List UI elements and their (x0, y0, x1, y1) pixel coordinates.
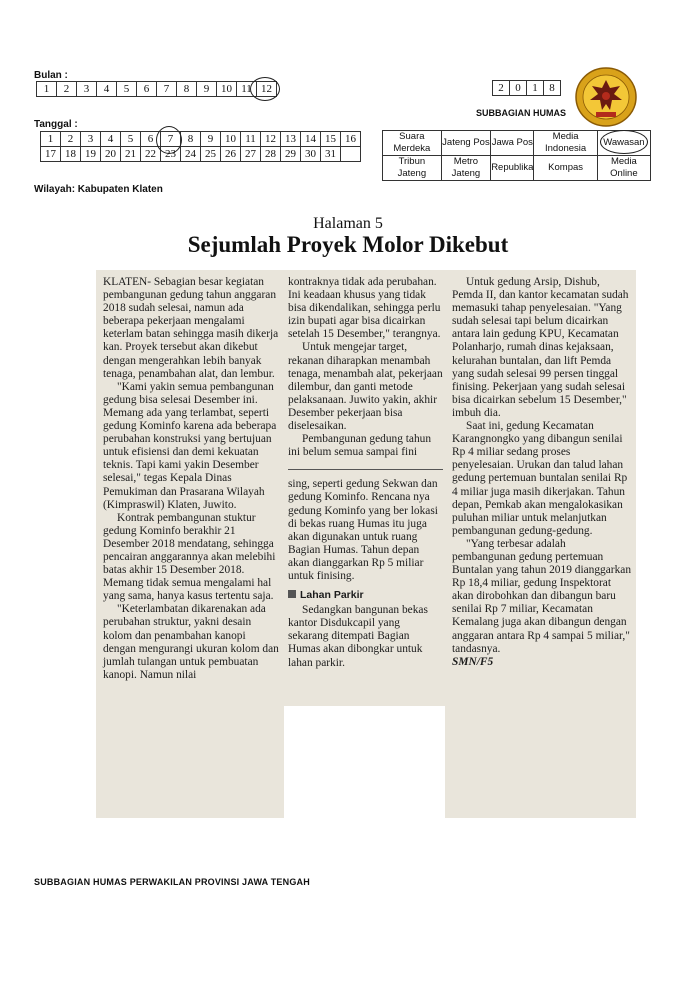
grid-cell: 12 (261, 132, 281, 147)
grid-cell: 19 (81, 147, 101, 162)
grid-cell: 27 (241, 147, 261, 162)
grid-cell: 6 (137, 82, 157, 97)
subheading-text: Lahan Parkir (300, 589, 364, 602)
tanggal-label: Tanggal : (34, 119, 78, 130)
paragraph: Pembangunan gedung tahun ini belum semua sampai fini (288, 433, 432, 459)
media-cell: Metro Jateng (441, 156, 490, 181)
grid-cell: 6 (141, 132, 161, 147)
media-cell: Kompas (534, 156, 597, 181)
bulan-label: Bulan : (34, 70, 68, 81)
paragraph: KLATEN- Sebagian besar kegiatan pembangunan gedung tahun anggaran 2018 sudah selesai, namun ada beberapa pekerjaan mengalami keterlam batan sehingga masih dikerja kan. Proyek tersebut akan dikebut dengan mengerahkan lebih banyak tenaga, penambahan alat, dan lembur. (103, 276, 279, 380)
grid-cell: 8 (181, 132, 201, 147)
department-label: SUBBAGIAN HUMAS (476, 108, 566, 118)
grid-cell: 2 (57, 82, 77, 97)
grid-cell: 28 (261, 147, 281, 162)
page-number: Halaman 5 (313, 215, 383, 232)
selection-circle (600, 130, 648, 154)
paragraph: kontraknya tidak ada perubahan. Ini keadaan khusus yang tidak bisa dikendalikan, sehingga perlu izin bupati agar bisa dicairkan setelah 15 Desember," terangnya. (288, 276, 441, 341)
media-cell: Wawasan (597, 131, 650, 156)
paragraph: Untuk gedung Arsip, Dishub, Pemda II, dan kantor kecamatan sudah memasuki tahap penyelesaian. "Yang sudah selesai tapi belum dicairkan antara lain gedung KPU, Kecamatan Polanharjo, rumah dinas kejaksaan, kelurahan buntalan, dan lift Pemda yang sudah selesai 99 persen tinggal finising. Pekerjaan yang sudah selesai bisa dicairkan sebelum 15 Desember," imbuh dia. (452, 276, 629, 419)
footer-text: SUBBAGIAN HUMAS PERWAKILAN PROVINSI JAWA TENGAH (34, 877, 310, 887)
grid-cell: 2 (61, 132, 81, 147)
media-table (382, 130, 651, 181)
grid-cell: 24 (181, 147, 201, 162)
paragraph: sing, seperti gedung Sekwan dan gedung Kominfo. Rencana nya gedung Kominfo yang ber lokasi di bekas ruang Humas itu juga akan digunakan untuk ruang Bagian Humas. Tahun depan akan dianggarkan Rp 5 miliar untuk finising. (288, 478, 438, 582)
grid-cell: 17 (41, 147, 61, 162)
paragraph: "Keterlambatan dikarenakan ada perubahan struktur, yakni desain kolom dan penambahan kanopi dengan mengurangi ukuran kolom dan jumlah tulangan untuk pembuatan kanopi. Namun nilai (103, 603, 279, 681)
year-grid (492, 80, 561, 96)
grid-cell: 8 (177, 82, 197, 97)
grid-cell: 15 (321, 132, 341, 147)
grid-cell: 22 (141, 147, 161, 162)
article-column-2 (288, 276, 443, 670)
month-grid (36, 81, 277, 97)
media-cell: Republika (491, 156, 534, 181)
media-cell: Media Indonesia (534, 131, 597, 156)
grid-cell: 1 (41, 132, 61, 147)
grid-cell: 31 (321, 147, 341, 162)
paragraph: "Yang terbesar adalah pembangunan gedung pertemuan Buntalan yang tahun 2019 dianggarkan Rp 18,4 miliar, gedung Inspektorat akan dirobohkan dan dibangun baru senilai Rp 7 miliar, Kecamatan Kemalang juga akan dibangun dengan anggaran antara Rp 4 sampai 5 miliar," tandasnya. (452, 537, 632, 655)
article-title: Sejumlah Proyek Molor Dikebut (187, 232, 509, 257)
media-cell: Media Online (597, 156, 650, 181)
media-cell: Tribun Jateng (383, 156, 442, 181)
grid-cell: 25 (201, 147, 221, 162)
grid-cell: 5 (121, 132, 141, 147)
grid-cell: 8 (544, 81, 561, 96)
grid-cell: 10 (217, 82, 237, 97)
wilayah-label: Wilayah: Kabupaten Klaten (34, 184, 163, 195)
grid-cell: 26 (221, 147, 241, 162)
grid-cell: 5 (117, 82, 137, 97)
grid-cell: 11 (241, 132, 261, 147)
grid-cell: 21 (121, 147, 141, 162)
grid-cell: 20 (101, 147, 121, 162)
grid-cell: 9 (201, 132, 221, 147)
media-cell: Jawa Pos (491, 131, 534, 156)
grid-cell (341, 147, 361, 162)
grid-cell: 3 (81, 132, 101, 147)
paragraph: Sedangkan bangunan bekas kantor Disdukcapil yang sekarang ditempati Bagian Humas akan dibongkar untuk lahan parkir. (288, 604, 428, 669)
grid-cell: 9 (197, 82, 217, 97)
grid-cell: 14 (301, 132, 321, 147)
garuda-emblem-icon (574, 66, 638, 128)
grid-cell: 18 (61, 147, 81, 162)
grid-cell: 29 (281, 147, 301, 162)
paragraph: "Kami yakin semua pembangunan gedung bisa selesai Desember ini. Memang ada yang terlambat, seperti gedung Kominfo karena ada beberapa perubahan konstruksi yang bertujuan untuk efisiensi dan demi kekuatan teknis. Tapi kami yakin Desember selesai," tegas Kepala Dinas Pemukiman dan Prasarana Wilayah (Kimpraswil) Klaten, Juwito. (103, 380, 277, 511)
grid-cell: 4 (97, 82, 117, 97)
grid-cell: 3 (77, 82, 97, 97)
grid-cell: 4 (101, 132, 121, 147)
article-column-1 (103, 276, 279, 682)
column-divider (288, 459, 443, 470)
grid-cell: 13 (281, 132, 301, 147)
subheading (288, 589, 443, 602)
grid-cell: 23 (161, 147, 181, 162)
media-cell: Suara Merdeka (383, 131, 442, 156)
day-grid (40, 131, 361, 162)
grid-cell: 7 (161, 132, 181, 147)
grid-cell: 2 (493, 81, 510, 96)
grid-cell: 1 (527, 81, 544, 96)
grid-cell: 30 (301, 147, 321, 162)
byline: SMN/F5 (452, 655, 494, 668)
selection-circle (250, 77, 280, 101)
grid-cell: 12 (257, 82, 277, 97)
grid-cell: 0 (510, 81, 527, 96)
grid-cell: 11 (237, 82, 257, 97)
grid-cell: 10 (221, 132, 241, 147)
paragraph: Kontrak pembangunan stuktur gedung Kominfo berakhir 21 Desember 2018 mendatang, sehingga pencairan anggarannya akan melebihi batas akhir 15 Desember 2018. Memang tidak semua mengalami hal yang sama, hanya kasus tertentu saja. (103, 511, 276, 603)
article-column-3 (452, 276, 632, 669)
grid-cell: 1 (37, 82, 57, 97)
grid-cell: 7 (157, 82, 177, 97)
media-cell: Jateng Pos (441, 131, 490, 156)
square-bullet-icon (288, 590, 296, 598)
grid-cell: 16 (341, 132, 361, 147)
paragraph: Untuk mengejar target, rekanan diharapkan menambah tenaga, menambah alat, pekerjaan dilembur, dan ganti metode pelaksanaan. Juwito yakin, akhir Desember pekerjaan bisa diselesaikan. (288, 341, 443, 433)
paragraph: Saat ini, gedung Kecamatan Karangnongko yang dibangun senilai Rp 4 miliar sedang proses penyelesaian. Urukan dan talud lahan gedung pertemuan buntalan senilai Rp 4 miliar juga masih dikerjakan. Tahun depan, Pemkab akan mengalokasikan puluhan miliar untuk melanjutkan pembangunan gedung-gedung. (452, 420, 628, 537)
